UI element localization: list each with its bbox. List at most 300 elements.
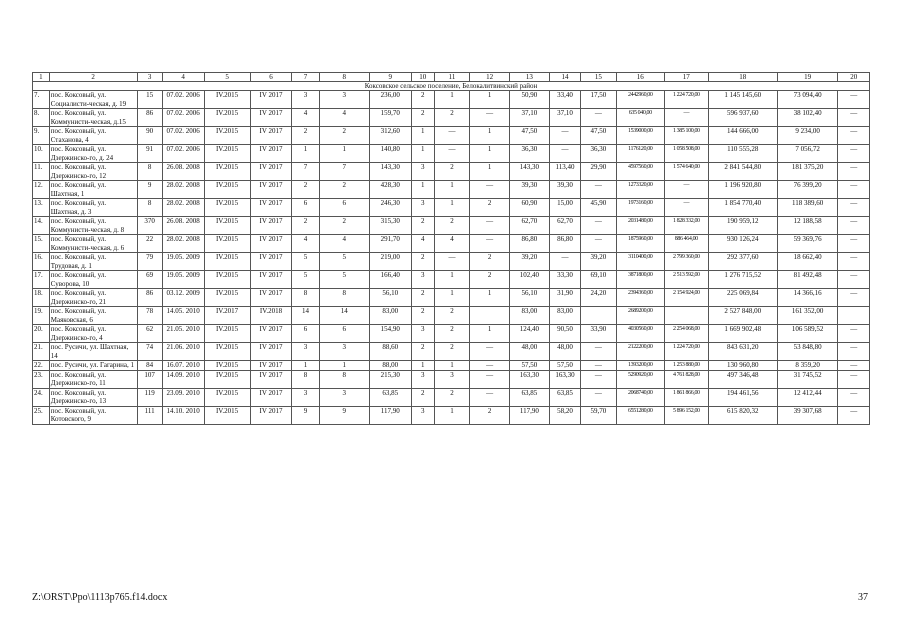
col-13-cell: 117,90 (510, 406, 550, 424)
col-13-cell: 48,00 (510, 343, 550, 361)
column-number: 16 (616, 73, 664, 82)
col-10-cell: 2 (411, 217, 434, 235)
col-20-cell: — (838, 163, 870, 181)
col-19-cell: 73 094,40 (777, 91, 838, 109)
col-10-cell: 3 (411, 325, 434, 343)
file-path: Z:\ORST\Ppo\1113p765.f14.docx (32, 592, 168, 603)
col-14-cell: 37,10 (549, 109, 580, 127)
address-cell: пос. Русичи, ул. Гагарина, 1 (49, 361, 137, 371)
col-14-cell: — (549, 253, 580, 271)
address-cell: пос. Коксовый, ул. Коммунисти-ческая, д. 8 (49, 217, 137, 235)
col-15-cell (581, 307, 617, 325)
col-7-cell: 2 (292, 217, 319, 235)
column-number: 6 (250, 73, 292, 82)
col-14-cell: 63,85 (549, 388, 580, 406)
section-header-row (33, 82, 870, 91)
table-row (33, 388, 870, 406)
col-16-cell: 2689200,00 (616, 307, 664, 325)
start-period-cell: IV.2015 (204, 361, 250, 371)
address-cell: пос. Коксовый, ул. Маяковская, 6 (49, 307, 137, 325)
end-period-cell: IV 2017 (250, 163, 292, 181)
area-cell: 63,85 (369, 388, 411, 406)
col-17-cell: 2 799 360,00 (664, 253, 708, 271)
col-19-cell: 118 389,60 (777, 199, 838, 217)
end-period-cell: IV 2017 (250, 406, 292, 424)
start-period-cell: IV.2015 (204, 235, 250, 253)
area-cell: 312,60 (369, 127, 411, 145)
table-row (33, 163, 870, 181)
column-number: 7 (292, 73, 319, 82)
end-period-cell: IV 2017 (250, 388, 292, 406)
area-cell: 154,90 (369, 325, 411, 343)
table-row (33, 370, 870, 388)
col-11-cell: 1 (434, 91, 470, 109)
date-cell: 21.05. 2010 (162, 325, 204, 343)
start-period-cell: IV.2015 (204, 406, 250, 424)
col-11-cell: 1 (434, 289, 470, 307)
col-18-cell: 596 937,60 (708, 109, 777, 127)
object-number-cell: 69 (137, 271, 162, 289)
col-7-cell: 2 (292, 127, 319, 145)
col-19-cell: 59 369,76 (777, 235, 838, 253)
col-10-cell: 1 (411, 145, 434, 163)
col-18-cell: 497 346,48 (708, 370, 777, 388)
col-7-cell: 1 (292, 361, 319, 371)
area-cell: 428,30 (369, 181, 411, 199)
col-15-cell: — (581, 388, 617, 406)
col-13-cell: 39,20 (510, 253, 550, 271)
table-row (33, 217, 870, 235)
col-20-cell: — (838, 289, 870, 307)
col-18-cell: 1 276 715,52 (708, 271, 777, 289)
col-10-cell: 2 (411, 289, 434, 307)
col-18-cell: 615 820,32 (708, 406, 777, 424)
col-12-cell: 2 (470, 199, 510, 217)
col-8-cell: 3 (319, 91, 369, 109)
table-row (33, 271, 870, 289)
table-row (33, 406, 870, 424)
col-16-cell: 1393200,00 (616, 361, 664, 371)
row-number-cell: 14. (33, 217, 50, 235)
col-13-cell: 39,30 (510, 181, 550, 199)
col-19-cell: 31 745,52 (777, 370, 838, 388)
object-number-cell: 86 (137, 109, 162, 127)
col-16-cell: 1176120,00 (616, 145, 664, 163)
col-10-cell: 4 (411, 235, 434, 253)
col-18-cell: 130 960,80 (708, 361, 777, 371)
col-13-cell: 37,10 (510, 109, 550, 127)
col-11-cell: — (434, 127, 470, 145)
end-period-cell: IV 2017 (250, 343, 292, 361)
col-15-cell: 47,50 (581, 127, 617, 145)
col-20-cell: — (838, 271, 870, 289)
col-12-cell: 1 (470, 325, 510, 343)
column-number: 17 (664, 73, 708, 82)
col-16-cell: 6551280,00 (616, 406, 664, 424)
col-10-cell: 1 (411, 127, 434, 145)
end-period-cell: IV 2017 (250, 370, 292, 388)
col-10-cell: 1 (411, 361, 434, 371)
col-17-cell: 2 513 592,00 (664, 271, 708, 289)
col-19-cell: 8 359,20 (777, 361, 838, 371)
col-14-cell: — (549, 127, 580, 145)
start-period-cell: IV.2015 (204, 109, 250, 127)
col-12-cell: — (470, 217, 510, 235)
col-17-cell: — (664, 181, 708, 199)
col-17-cell: 2 254 068,00 (664, 325, 708, 343)
start-period-cell: IV.2015 (204, 253, 250, 271)
document-page (32, 72, 870, 425)
table-row (33, 325, 870, 343)
object-number-cell: 84 (137, 361, 162, 371)
date-cell: 14.09. 2010 (162, 370, 204, 388)
object-number-cell: 79 (137, 253, 162, 271)
row-number-cell: 12. (33, 181, 50, 199)
col-16-cell: 5290920,00 (616, 370, 664, 388)
col-13-cell: 36,30 (510, 145, 550, 163)
object-number-cell: 107 (137, 370, 162, 388)
col-14-cell: 90,50 (549, 325, 580, 343)
col-20-cell: — (838, 406, 870, 424)
col-18-cell: 1 669 902,48 (708, 325, 777, 343)
address-cell: пос. Коксовый, ул. Дзержинско-го, д. 24 (49, 145, 137, 163)
col-11-cell: 3 (434, 370, 470, 388)
end-period-cell: IV.2018 (250, 307, 292, 325)
col-17-cell: 1 224 720,00 (664, 91, 708, 109)
col-18-cell: 190 959,12 (708, 217, 777, 235)
col-19-cell: 106 589,52 (777, 325, 838, 343)
col-17-cell: 1 224 720,00 (664, 343, 708, 361)
col-10-cell: 3 (411, 370, 434, 388)
col-12-cell: — (470, 370, 510, 388)
address-cell: пос. Коксовый, ул. Коммунисти-ческая, д. 6 (49, 235, 137, 253)
col-15-cell: — (581, 217, 617, 235)
table-row (33, 343, 870, 361)
col-14-cell: 48,00 (549, 343, 580, 361)
col-19-cell: 9 234,00 (777, 127, 838, 145)
col-11-cell: 1 (434, 199, 470, 217)
table-row (33, 289, 870, 307)
col-19-cell: 39 307,68 (777, 406, 838, 424)
col-10-cell: 2 (411, 253, 434, 271)
col-15-cell: — (581, 370, 617, 388)
row-number-cell: 15. (33, 235, 50, 253)
start-period-cell: IV.2017 (204, 307, 250, 325)
col-17-cell (664, 307, 708, 325)
object-number-cell: 8 (137, 199, 162, 217)
col-20-cell: — (838, 343, 870, 361)
col-15-cell: — (581, 343, 617, 361)
col-10-cell: 2 (411, 343, 434, 361)
col-12-cell: — (470, 109, 510, 127)
col-17-cell: 1 861 866,00 (664, 388, 708, 406)
col-13-cell: 86,80 (510, 235, 550, 253)
object-number-cell: 86 (137, 289, 162, 307)
col-16-cell: 2394360,00 (616, 289, 664, 307)
end-period-cell: IV 2017 (250, 325, 292, 343)
col-16-cell: 1875960,00 (616, 235, 664, 253)
col-8-cell: 2 (319, 217, 369, 235)
table-row (33, 181, 870, 199)
col-17-cell: 1 058 508,00 (664, 145, 708, 163)
col-17-cell: 1 253 880,00 (664, 361, 708, 371)
col-13-cell: 50,90 (510, 91, 550, 109)
col-19-cell: 81 492,48 (777, 271, 838, 289)
col-14-cell: 31,90 (549, 289, 580, 307)
end-period-cell: IV 2017 (250, 127, 292, 145)
row-number-cell: 10. (33, 145, 50, 163)
row-number-cell: 20. (33, 325, 50, 343)
column-number: 9 (369, 73, 411, 82)
area-cell: 140,80 (369, 145, 411, 163)
column-number: 19 (777, 73, 838, 82)
col-12-cell: 1 (470, 127, 510, 145)
column-number: 11 (434, 73, 470, 82)
address-cell: пос. Коксовый, ул. Дзержинско-го, 13 (49, 388, 137, 406)
col-18-cell: 2 527 848,00 (708, 307, 777, 325)
col-16-cell: 4597560,00 (616, 163, 664, 181)
table-row (33, 235, 870, 253)
address-cell: пос. Коксовый, ул. Коммунисти-ческая, д.15 (49, 109, 137, 127)
col-13-cell: 57,50 (510, 361, 550, 371)
col-7-cell: 14 (292, 307, 319, 325)
object-number-cell: 119 (137, 388, 162, 406)
table-row (33, 127, 870, 145)
area-cell: 246,30 (369, 199, 411, 217)
col-12-cell: 2 (470, 253, 510, 271)
object-number-cell: 22 (137, 235, 162, 253)
col-17-cell: 2 154 924,00 (664, 289, 708, 307)
col-14-cell: 113,40 (549, 163, 580, 181)
column-number: 1 (33, 73, 50, 82)
end-period-cell: IV 2017 (250, 109, 292, 127)
col-7-cell: 6 (292, 325, 319, 343)
col-15-cell: 36,30 (581, 145, 617, 163)
area-cell: 83,00 (369, 307, 411, 325)
col-12-cell: 1 (470, 163, 510, 181)
col-13-cell: 83,00 (510, 307, 550, 325)
table-row (33, 199, 870, 217)
col-15-cell: 24,20 (581, 289, 617, 307)
col-18-cell: 144 666,00 (708, 127, 777, 145)
housing-table (32, 72, 870, 425)
col-11-cell: 2 (434, 388, 470, 406)
col-18-cell: 1 145 145,60 (708, 91, 777, 109)
col-16-cell: 1273320,00 (616, 181, 664, 199)
col-14-cell: 86,80 (549, 235, 580, 253)
start-period-cell: IV.2015 (204, 127, 250, 145)
col-8-cell: 6 (319, 199, 369, 217)
col-17-cell: 1 385 100,00 (664, 127, 708, 145)
col-19-cell: 12 412,44 (777, 388, 838, 406)
col-8-cell: 1 (319, 361, 369, 371)
start-period-cell: IV.2015 (204, 199, 250, 217)
col-16-cell: 3110400,00 (616, 253, 664, 271)
col-8-cell: 8 (319, 289, 369, 307)
col-15-cell: — (581, 361, 617, 371)
col-18-cell: 1 196 920,80 (708, 181, 777, 199)
object-number-cell: 9 (137, 181, 162, 199)
col-20-cell: — (838, 253, 870, 271)
object-number-cell: 91 (137, 145, 162, 163)
col-20-cell: — (838, 109, 870, 127)
col-17-cell: — (664, 199, 708, 217)
date-cell: 26.08. 2008 (162, 163, 204, 181)
col-15-cell: 69,10 (581, 271, 617, 289)
col-18-cell: 1 854 770,40 (708, 199, 777, 217)
table-row (33, 253, 870, 271)
col-20-cell: — (838, 370, 870, 388)
object-number-cell: 74 (137, 343, 162, 361)
area-cell: 315,30 (369, 217, 411, 235)
start-period-cell: IV.2015 (204, 370, 250, 388)
col-11-cell: 1 (434, 406, 470, 424)
address-cell: пос. Коксовый, ул. Трудовая, д. 1 (49, 253, 137, 271)
col-7-cell: 5 (292, 253, 319, 271)
col-20-cell: — (838, 145, 870, 163)
row-number-cell: 19. (33, 307, 50, 325)
object-number-cell: 370 (137, 217, 162, 235)
col-15-cell: 59,70 (581, 406, 617, 424)
col-15-cell: 29,90 (581, 163, 617, 181)
column-number: 3 (137, 73, 162, 82)
col-20-cell: — (838, 217, 870, 235)
column-number: 4 (162, 73, 204, 82)
col-17-cell: 886 464,00 (664, 235, 708, 253)
col-10-cell: 2 (411, 388, 434, 406)
col-7-cell: 3 (292, 343, 319, 361)
col-16-cell: 1973160,00 (616, 199, 664, 217)
table-row (33, 145, 870, 163)
address-cell: пос. Коксовый, ул. Дзержинско-го, 4 (49, 325, 137, 343)
col-15-cell: — (581, 181, 617, 199)
start-period-cell: IV.2015 (204, 325, 250, 343)
column-number: 2 (49, 73, 137, 82)
col-20-cell: — (838, 235, 870, 253)
col-12-cell: — (470, 361, 510, 371)
col-14-cell: 39,30 (549, 181, 580, 199)
col-8-cell: 3 (319, 388, 369, 406)
col-8-cell: 1 (319, 145, 369, 163)
col-17-cell: 1 574 640,00 (664, 163, 708, 181)
col-12-cell: 2 (470, 271, 510, 289)
end-period-cell: IV 2017 (250, 145, 292, 163)
col-8-cell: 4 (319, 235, 369, 253)
start-period-cell: IV.2015 (204, 91, 250, 109)
col-11-cell: 1 (434, 271, 470, 289)
row-number-cell: 13. (33, 199, 50, 217)
col-7-cell: 3 (292, 388, 319, 406)
date-cell: 19.05. 2009 (162, 271, 204, 289)
area-cell: 166,40 (369, 271, 411, 289)
col-7-cell: 1 (292, 145, 319, 163)
address-cell: пос. Коксовый, ул. Котовского, 9 (49, 406, 137, 424)
col-17-cell: 1 828 332,00 (664, 217, 708, 235)
col-10-cell: 3 (411, 199, 434, 217)
col-20-cell: — (838, 181, 870, 199)
start-period-cell: IV.2015 (204, 217, 250, 235)
col-13-cell: 47,50 (510, 127, 550, 145)
col-20-cell: — (838, 91, 870, 109)
col-16-cell: 2442960,00 (616, 91, 664, 109)
col-19-cell: 7 056,72 (777, 145, 838, 163)
col-10-cell: 3 (411, 271, 434, 289)
row-number-cell: 22. (33, 361, 50, 371)
col-16-cell: 4030560,00 (616, 325, 664, 343)
col-12-cell: — (470, 235, 510, 253)
date-cell: 21.06. 2010 (162, 343, 204, 361)
object-number-cell: 90 (137, 127, 162, 145)
area-cell: 143,30 (369, 163, 411, 181)
col-19-cell: 12 188,58 (777, 217, 838, 235)
col-11-cell: 2 (434, 325, 470, 343)
col-7-cell: 4 (292, 109, 319, 127)
row-number-cell: 11. (33, 163, 50, 181)
col-10-cell: 2 (411, 91, 434, 109)
col-15-cell: 33,90 (581, 325, 617, 343)
col-8-cell: 4 (319, 109, 369, 127)
col-18-cell: 843 631,20 (708, 343, 777, 361)
col-14-cell: 33,40 (549, 91, 580, 109)
address-cell: пос. Коксовый, ул. Шахтная, д. 3 (49, 199, 137, 217)
col-14-cell: 33,30 (549, 271, 580, 289)
date-cell: 07.02. 2006 (162, 109, 204, 127)
col-7-cell: 5 (292, 271, 319, 289)
col-19-cell: 181 375,20 (777, 163, 838, 181)
col-8-cell: 5 (319, 253, 369, 271)
object-number-cell: 8 (137, 163, 162, 181)
col-13-cell: 124,40 (510, 325, 550, 343)
column-number: 14 (549, 73, 580, 82)
row-number-cell: 16. (33, 253, 50, 271)
address-cell: пос. Коксовый, ул. Шахтная, 1 (49, 181, 137, 199)
end-period-cell: IV 2017 (250, 199, 292, 217)
date-cell: 28.02. 2008 (162, 199, 204, 217)
col-10-cell: 1 (411, 181, 434, 199)
col-15-cell: 45,90 (581, 199, 617, 217)
col-16-cell: 635 040,00 (616, 109, 664, 127)
col-20-cell (838, 307, 870, 325)
col-7-cell: 9 (292, 406, 319, 424)
col-12-cell: 1 (470, 289, 510, 307)
col-10-cell: 2 (411, 109, 434, 127)
col-7-cell: 7 (292, 163, 319, 181)
area-cell: 291,70 (369, 235, 411, 253)
end-period-cell: IV 2017 (250, 361, 292, 371)
col-16-cell: 2068740,00 (616, 388, 664, 406)
col-10-cell: 2 (411, 307, 434, 325)
end-period-cell: IV 2017 (250, 235, 292, 253)
col-14-cell: 62,70 (549, 217, 580, 235)
area-cell: 159,70 (369, 109, 411, 127)
col-15-cell: 17,50 (581, 91, 617, 109)
table-row (33, 361, 870, 371)
col-13-cell: 63,85 (510, 388, 550, 406)
col-12-cell: — (470, 181, 510, 199)
col-19-cell: 53 848,80 (777, 343, 838, 361)
col-11-cell: 4 (434, 235, 470, 253)
column-number: 10 (411, 73, 434, 82)
col-7-cell: 8 (292, 370, 319, 388)
address-cell: пос. Коксовый, ул. Социалисти-ческая, д. 19 (49, 91, 137, 109)
area-cell: 88,60 (369, 343, 411, 361)
date-cell: 14.10. 2010 (162, 406, 204, 424)
object-number-cell: 111 (137, 406, 162, 424)
col-18-cell: 2 841 544,80 (708, 163, 777, 181)
col-11-cell: 1 (434, 181, 470, 199)
start-period-cell: IV.2015 (204, 271, 250, 289)
col-19-cell: 76 399,20 (777, 181, 838, 199)
